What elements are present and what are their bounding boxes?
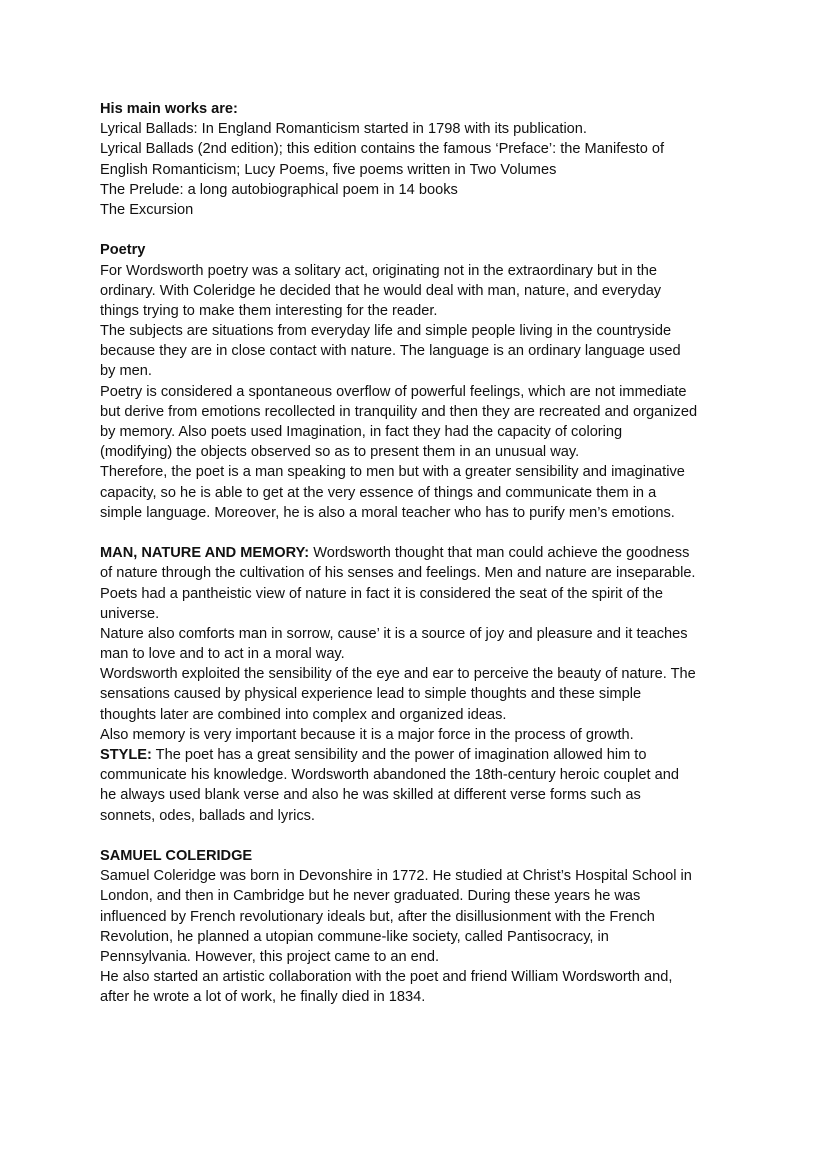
coleridge-heading: SAMUEL COLERIDGE — [100, 847, 253, 864]
text-line: ordinary. With Coleridge he decided that he would deal with man, nature, and everyday — [100, 282, 662, 299]
text-line: universe. — [100, 605, 160, 622]
man-nature-memory-label: MAN, NATURE AND MEMORY: — [100, 545, 310, 562]
text-line: Revolution, he planned a utopian commune-like society, called Pantisocracy, in — [100, 928, 609, 945]
text-line: Therefore, the poet is a man speaking to men but with a greater sensibility and imaginative — [100, 464, 685, 481]
text-line: sensations caused by physical experience lead to simple thoughts and these simple — [100, 686, 642, 703]
text-line: Poets had a pantheistic view of nature in fact it is considered the seat of the spirit of the — [100, 585, 663, 602]
text-line: He also started an artistic collaboration with the poet and friend William Wordsworth and, — [100, 969, 673, 986]
text-line: Pennsylvania. However, this project came to an end. — [100, 948, 440, 965]
paragraph-gap — [100, 826, 740, 846]
main-works-heading: His main works are: — [100, 101, 238, 117]
text-line: by memory. Also poets used Imagination, in fact they had the capacity of coloring — [100, 424, 623, 440]
style-section — [100, 745, 740, 826]
text-line: The Prelude: a long autobiographical poem in 14 books — [100, 181, 458, 198]
text-line: For Wordsworth poetry was a solitary act, originating not in the extraordinary but in the — [100, 262, 657, 279]
text-line: Nature also comforts man in sorrow, cause’ it is a source of joy and pleasure and it teaches — [100, 625, 688, 642]
text-line: thoughts later are combined into complex and organized ideas. — [100, 706, 507, 723]
text-line: Poetry is considered a spontaneous overflow of powerful feelings, which are not immediate — [100, 383, 687, 400]
text-line: Lyrical Ballads (2nd edition); this edition contains the famous ‘Preface’: the Manifesto of — [100, 141, 665, 158]
text-run: The poet has a great sensibility and the power of imagination allowed him to — [151, 747, 647, 763]
document-page — [100, 99, 740, 1007]
text-line: Also memory is very important because it is a major force in the process of growth. — [100, 726, 634, 743]
poetry-section — [100, 240, 740, 523]
text-line: influenced by French revolutionary ideals but, after the disillusionment with the French — [100, 908, 655, 925]
text-line: after he wrote a lot of work, he finally died in 1834. — [100, 989, 426, 1006]
text-line: London, and then in Cambridge but he never graduated. During these years he was — [100, 888, 641, 905]
style-label: STYLE: — [100, 747, 152, 763]
text-line: communicate his knowledge. Wordsworth abandoned the 18th-century heroic couplet and — [100, 767, 679, 784]
man-nature-memory-section — [100, 543, 740, 745]
text-line: Samuel Coleridge was born in Devonshire in 1772. He studied at Christ’s Hospital School in — [100, 868, 692, 885]
text-line: The subjects are situations from everyday life and simple people living in the countryside — [100, 323, 672, 340]
paragraph-gap — [100, 220, 740, 240]
text-run: Wordsworth thought that man could achieve the goodness — [309, 545, 690, 562]
text-line: he always used blank verse and also he was skilled at different verse forms such as — [100, 787, 641, 804]
text-line: because they are in close contact with nature. The language is an ordinary language used — [100, 343, 681, 360]
text-line: by men. — [100, 363, 152, 380]
text-line: English Romanticism; Lucy Poems, five poems written in Two Volumes — [100, 161, 557, 178]
text-line: of nature through the cultivation of his senses and feelings. Men and nature are inseparable. — [100, 565, 696, 582]
text-line: capacity, so he is able to get at the very essence of things and communicate them in a — [100, 484, 657, 501]
text-line: (modifying) the objects observed so as to present them in an unusual way. — [100, 444, 580, 461]
text-line — [100, 745, 740, 765]
text-line: but derive from emotions recollected in tranquility and then they are recreated and organized — [100, 403, 698, 420]
poetry-heading: Poetry — [100, 242, 146, 259]
text-line: sonnets, odes, ballads and lyrics. — [100, 807, 315, 824]
text-line: The Excursion — [100, 201, 194, 218]
coleridge-section — [100, 846, 740, 1008]
text-line: Lyrical Ballads: In England Romanticism started in 1798 with its publication. — [100, 121, 587, 138]
text-line: things trying to make them interesting for the reader. — [100, 302, 438, 319]
paragraph-gap — [100, 523, 740, 543]
text-line: man to love and to act in a moral way. — [100, 646, 345, 663]
text-line — [100, 543, 740, 563]
text-line: simple language. Moreover, he is also a moral teacher who has to purify men’s emotions. — [100, 504, 675, 521]
text-line: Wordsworth exploited the sensibility of the eye and ear to perceive the beauty of nature. The — [100, 666, 696, 683]
main-works-section — [100, 99, 740, 220]
